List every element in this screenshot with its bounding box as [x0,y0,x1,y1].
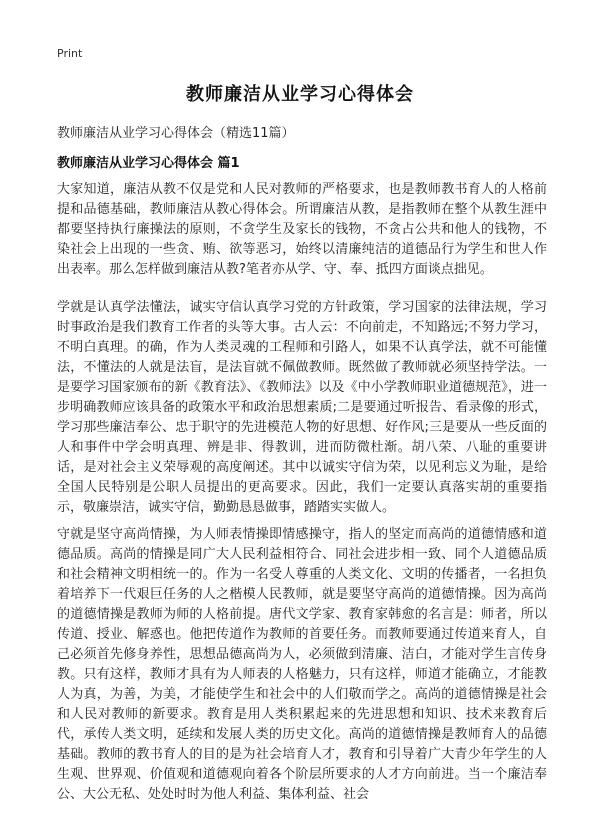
section-heading: 教师廉洁从业学习心得体会 篇1 [57,156,240,171]
document-subtitle: 教师廉洁从业学习心得体会（精选11篇） [57,126,295,141]
paragraph-2: 学就是认真学法懂法，诚实守信认真学习党的方针政策，学习国家的法律法规，学习时事政治是我们教育工作者的头等大事。古人云：不向前走，不知路远;不努力学习，不明白真理。的确，作为人类灵魂的工程师和引路人，如果不认真学法，就不可能懂法，不懂法的人就是法盲，是法盲就不佩做教师。既然做了教师就必须坚持学法。一是要学习国家颁布的新《教育法》、《教师法》以及《中小学教师职业道德规范》，进一步明确教师应该具备的政策水平和政治思想素质;二是要通过听报告、看录像的形式，学习那些廉洁奉公、忠于职守的先进模范人物的好思想、好作风;三是要从一些反面的人和事件中学会明真理、辨是非、得教训，进而防微杜渐。胡八荣、八耻的重要讲话，是对社会主义荣辱观的高度阐述。其中以诚实守信为荣，以见利忘义为耻，是给全国人民特别是公职人员提出的更高要求。因此，我们一定要认真落实胡的重要指示，敬廉崇洁，诚实守信，勤勤恳恳做事，踏踏实实做人。 [57,300,547,515]
paragraph-1: 大家知道，廉洁从教不仅是党和人民对教师的严格要求，也是教师教书育人的人格前提和品德基础，教师廉洁从教心得体会。所谓廉洁从教，是指教师在整个从教生涯中都要坚持执行廉操法的原则，不贪学生及家长的钱物，不贪占公共和他人的钱物，不染社会上出现的一些贪、贿、欲等恶习，始终以清廉纯洁的道德品行为学生和世人作出表率。那么怎样做到廉洁从教?笔者亦从学、守、奉、抵四方面谈点拙见。 [57,182,547,277]
print-label: Print [57,47,83,60]
document-title: 教师廉洁从业学习心得体会 [186,84,414,105]
paragraph-3: 守就是坚守高尚情操，为人师表情操即情感操守，指人的坚定而高尚的道德情感和道德品质。高尚的情操是同广大人民利益相符合、同社会进步相一致、同个人道德品质和社会精神文明相统一的。作为一名受人尊重的人类文化、文明的传播者，一名担负着培养下一代艰巨任务的人之楷模人民教师，就是要坚守高尚的道德情操。因为高尚的道德情操是教师为师的人格前提。唐代文学家、教育家韩愈的名言是：师者，所以传道、授业、解惑也。他把传道作为教师的首要任务。而教师要通过传道来育人，自己必须首先修身养性，思想品德高尚为人，必须做到清廉、洁白，才能对学生言传身教。只有这样，教师才具有为人师表的人格魅力，只有这样，师道才能确立，才能教人为真，为善，为美，才能使学生和社会中的人们敬而学之。高尚的道德情操是社会和人民对教师的新要求。教育是用人类积累起来的先进思想和知识、技术来教育后代，承传人类文明，延续和发展人类的历史文化。高尚的道德情操是教师育人的品德基础。教师的教书育人的目的是为社会培育人才，教育和引导着广大青少年学生的人生观、世界观、价值观和道德观向着各个阶层所要求的人才方向前进。当一个廉洁奉公、大公无私、处处时时为他人利益、集体利益、社会 [57,527,547,802]
